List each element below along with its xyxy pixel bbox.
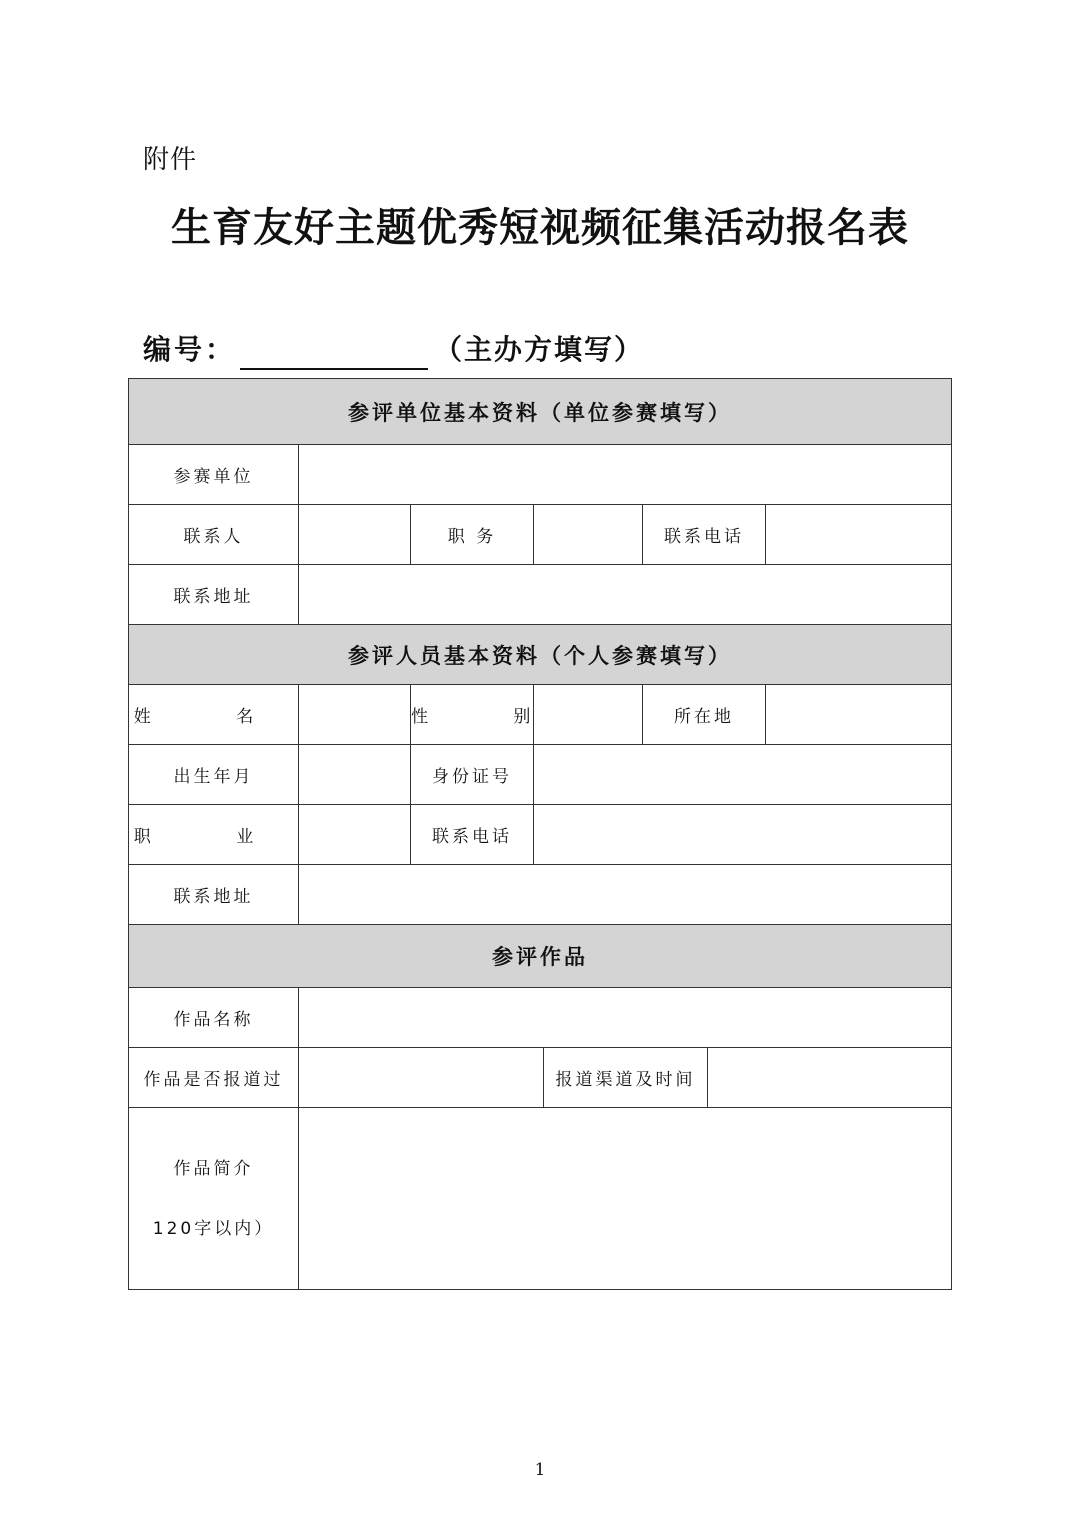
person-id-label: 身份证号: [411, 745, 534, 805]
unit-name-label: 参赛单位: [129, 445, 299, 505]
person-birth-field[interactable]: [299, 745, 411, 805]
person-address-field[interactable]: [299, 865, 952, 925]
person-name-field[interactable]: [299, 685, 411, 745]
unit-position-label: 职 务: [411, 505, 534, 565]
unit-section-header: 参评单位基本资料（单位参赛填写）: [129, 379, 952, 445]
unit-contact-field[interactable]: [299, 505, 411, 565]
unit-phone-label: 联系电话: [643, 505, 766, 565]
works-section-header: 参评作品: [129, 925, 952, 988]
unit-name-field[interactable]: [299, 445, 952, 505]
work-intro-label-cell: [129, 1108, 299, 1290]
page-number: 1: [534, 1460, 546, 1480]
person-id-field[interactable]: [534, 745, 952, 805]
work-intro-field[interactable]: [299, 1108, 952, 1290]
person-address-label: 联系地址: [129, 865, 299, 925]
person-location-field[interactable]: [766, 685, 952, 745]
form-title: 生育友好主题优秀短视频征集活动报名表: [171, 205, 909, 251]
personal-section-header: 参评人员基本资料（个人参赛填写）: [129, 625, 952, 685]
person-name-label: 姓 名: [129, 685, 299, 745]
unit-phone-field[interactable]: [766, 505, 952, 565]
work-reported-field[interactable]: [299, 1048, 544, 1108]
attachment-label: 附件: [143, 145, 198, 175]
person-occupation-field[interactable]: [299, 805, 411, 865]
work-channel-label: 报道渠道及时间: [544, 1048, 708, 1108]
unit-position-field[interactable]: [534, 505, 643, 565]
unit-address-field[interactable]: [299, 565, 952, 625]
unit-address-label: 联系地址: [129, 565, 299, 625]
person-phone-field[interactable]: [534, 805, 952, 865]
serial-number-note: （主办方填写）: [434, 333, 645, 366]
work-intro-label: 作品简介: [173, 1158, 254, 1179]
unit-contact-label: 联系人: [129, 505, 299, 565]
work-title-label: 作品名称: [129, 988, 299, 1048]
work-intro-limit: 120字以内）: [152, 1218, 275, 1239]
registration-form-table: [128, 378, 952, 1290]
person-occupation-label: 职 业: [129, 805, 299, 865]
serial-number-label: 编号：: [143, 333, 237, 366]
person-location-label: 所在地: [643, 685, 766, 745]
person-phone-label: 联系电话: [411, 805, 534, 865]
person-gender-label: 性 别: [411, 685, 534, 745]
person-birth-label: 出生年月: [129, 745, 299, 805]
work-reported-label: 作品是否报道过: [129, 1048, 299, 1108]
serial-number-line: [143, 330, 644, 370]
work-channel-field[interactable]: [708, 1048, 952, 1108]
work-title-field[interactable]: [299, 988, 952, 1048]
serial-number-blank[interactable]: [240, 332, 428, 370]
